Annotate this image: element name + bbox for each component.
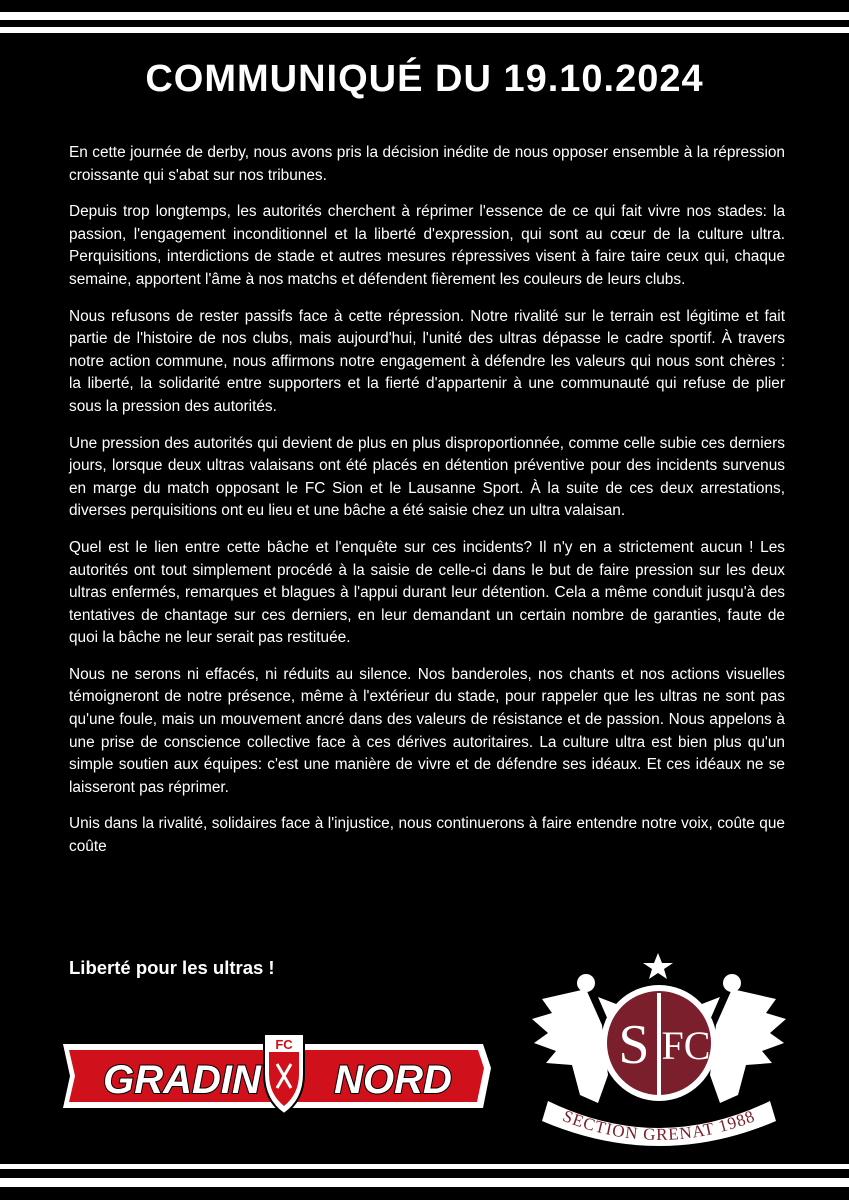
fc-badge-text: FC bbox=[275, 1037, 293, 1052]
paragraph: Quel est le lien entre cette bâche et l'enquête sur ces incidents? Il n'y en a strictement aucun ! Les autorités ont tout simplement procédé à la saisie de celle-ci dans le but de faire pression sur les deux ultras enfermés, remarques et blagues à l'appui durant leur détention. Cela a même conduit jusqu'à des tentatives de chantage sur ces derniers, en leur demandant un certain nombre de garanties, faute de quoi la bâche ne leur serait pas restituée. bbox=[69, 538, 785, 647]
paragraph: En cette journée de derby, nous avons pris la décision inédite de nous opposer ensemble à la répression croissante qui s'abat sur nos tribunes. bbox=[69, 144, 785, 184]
paragraph: Nous ne serons ni effacés, ni réduits au silence. Nos banderoles, nos chants et nos actions visuelles témoigneront de notre présence, même à l'extérieur du stade, pour rappeler que les ultras ne sont pas qu'une foule, mais un mouvement ancré dans des valeurs de résistance et de passion. Nous appelons à une prise de conscience collective face à ces dérives autoritaires. La culture ultra est bien plus qu'un simple soutien aux équipes: c'est une manière de vivre et de défendre ses idéaux. Et ces idéaux ne se laisseront pas réprimer. bbox=[69, 665, 785, 796]
ribbon-text: SECTION GRENAT 1988 bbox=[560, 1106, 758, 1145]
gradin-nord-logo bbox=[58, 1030, 496, 1120]
bottom-stripe-1 bbox=[0, 1164, 849, 1169]
crest-monogram-fc: FC bbox=[661, 1023, 711, 1068]
paragraph: Unis dans la rivalité, solidaires face à l'injustice, nous continuerons à faire entendre notre voix, coûte que coûte bbox=[69, 815, 785, 856]
slogan: Liberté pour les ultras ! bbox=[69, 957, 275, 978]
section-grenat-crest bbox=[528, 945, 790, 1155]
paragraph: Nous refusons de rester passifs face à cette répression. Notre rivalité sur le terrain est légitime et fait partie de l'histoire de nos clubs, mais aujourd'hui, l'unité des ultras dépasse le cadre sportif. À travers notre action commune, nous affirmons notre engagement à défendre les valeurs qui nous sont chères : la liberté, la solidarité entre supporters et la fierté d'appartenir à une communauté qui refuse de plier sous la pression des autorités. bbox=[69, 307, 785, 415]
gradin-left-text: GRADIN bbox=[103, 1058, 261, 1102]
star-icon bbox=[643, 953, 673, 979]
page-title: COMMUNIQUÉ DU 19.10.2024 bbox=[145, 58, 704, 100]
paragraph: Une pression des autorités qui devient de plus en plus disproportionnée, comme celle subie ces derniers jours, lorsque deux ultras valaisans ont été placés en détention préventive pour des incidents survenus en marge du match opposant le FC Sion et le Lausanne Sport. À la suite de ces deux arrestations, diverses perquisitions ont eu lieu et une bâche a été saisie chez un ultra valaisan. bbox=[69, 434, 785, 520]
top-stripe-1 bbox=[0, 12, 849, 20]
nord-right-text: NORD bbox=[334, 1058, 452, 1102]
top-stripe-2 bbox=[0, 27, 849, 33]
communique-body bbox=[69, 142, 785, 873]
crest-monogram-s: S bbox=[618, 1014, 650, 1076]
bottom-stripe-2 bbox=[0, 1178, 849, 1187]
paragraph: Depuis trop longtemps, les autorités cherchent à réprimer l'essence de ce qui fait vivre nos stades: la passion, l'engagement inconditionnel et la liberté d'expression, qui sont au cœur de la culture ultra. Perquisitions, interdictions de stade et autres mesures répressives visent à faire taire ceux qui, chaque semaine, apportent l'âme à nos matchs et défendent fièrement les couleurs de leurs clubs. bbox=[69, 203, 785, 288]
